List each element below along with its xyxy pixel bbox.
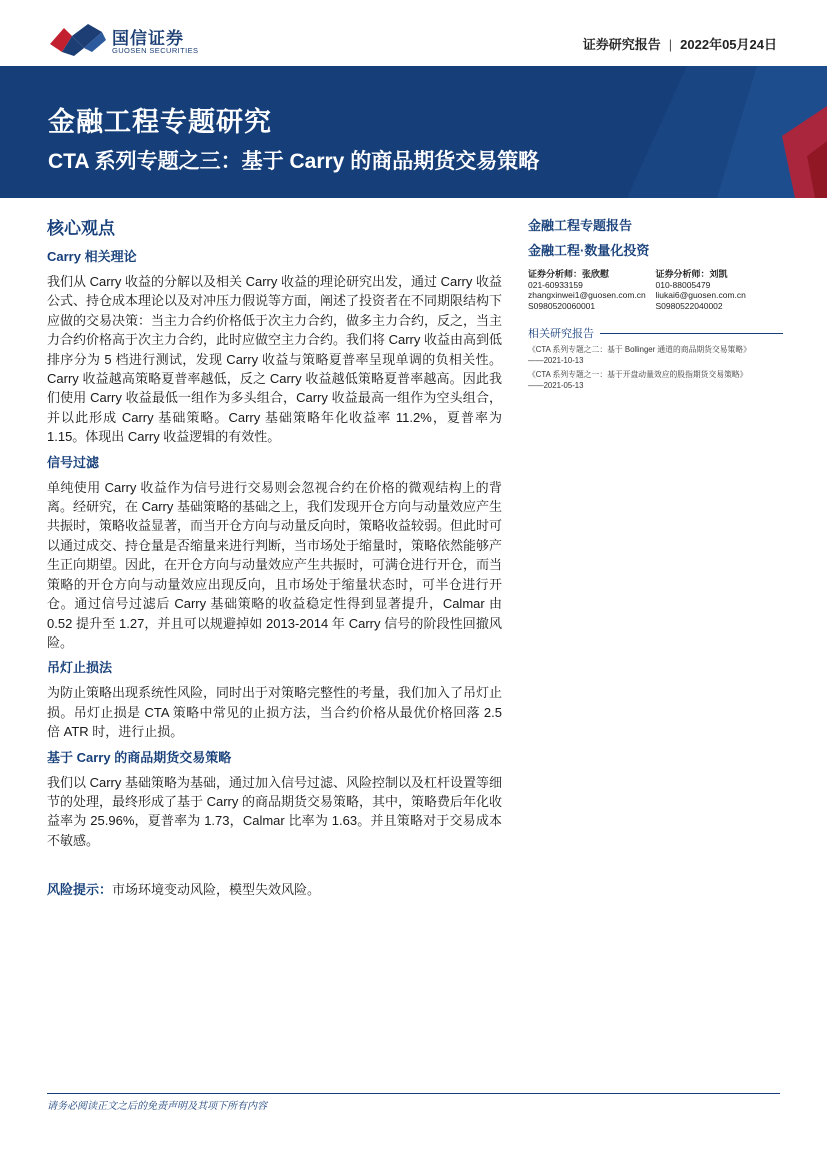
risk-text: 市场环境变动风险，模型失效风险。 [112, 882, 321, 898]
series-title: 金融工程专题研究 [48, 107, 272, 137]
section-body-carry-theory: 我们从 Carry 收益的分解以及相关 Carry 收益的理论研究出发，通过 Carry 收益公式、持仓成本理论以及对冲压力假说等方面，阐述了投资者在不同期限结构下应做的交易决策：当主力合约价格低于次主力合约，做多主力合约，反之，当主力合约价格高于次主力合约，此时应做空主力合约。我们将 Carry 收益由高到低排序分为 5 档进行测试，发现 Carry 收益与策略夏普率呈现单调的负相关性。Carry 收益越高策略夏普率越低，反之 Carry 收益越低策略夏普率越高。因此我们使用 Carry 收益最低一组作为多头组合，Carry 收益最高一组作为空头组合，并以此形成 Carry 基础策略。Carry 基础策略年化收益率 11.2%，夏普率为 1.15。体现出 Carry 收益逻辑的有效性。 [47, 274, 503, 445]
report-date: 2022年05月24日 [680, 37, 777, 52]
section-heading-carry-strategy: 基于 Carry 的商品期货交易策略 [47, 749, 232, 765]
analyst-phone: 021-60933159 [528, 279, 583, 290]
analyst-list [528, 269, 783, 311]
footer-disclaimer: 请务必阅读正文之后的免责声明及其项下所有内容 [47, 1101, 267, 1112]
report-subcategory: 金融工程·数量化投资 [528, 243, 650, 258]
report-title: CTA 系列专题之三：基于 Carry 的商品期货交易策略 [48, 150, 540, 173]
related-report-link[interactable]: 《CTA 系列专题之一：基于开盘动量效应的股指期货交易策略》 [528, 370, 748, 380]
related-divider [600, 333, 783, 334]
section-heading-carry-theory: Carry 相关理论 [47, 249, 137, 264]
footer-divider [47, 1093, 780, 1094]
report-meta [583, 34, 777, 53]
risk-label: 风险提示： [47, 882, 113, 898]
title-banner [0, 66, 827, 198]
related-reports-heading [528, 325, 783, 341]
analyst-license: S0980522040002 [655, 300, 723, 311]
brand-logo [50, 22, 199, 58]
report-type: 证券研究报告 [582, 37, 661, 52]
sidebar [528, 217, 783, 391]
brand-logo-icon [50, 22, 108, 58]
brand-name-en: GUOSEN SECURITIES [112, 46, 199, 55]
section-body-signal-filter: 单纯使用 Carry 收益作为信号进行交易则会忽视合约在价格的微观结构上的背离。经研究，在 Carry 基础策略的基础之上，我们发现开仓方向与动量效应产生共振时，策略收益显著，而当开仓方向与动量反向时，策略收益较弱。但此时可以通过成交、持仓量是否缩量来进行判断，当市场处于缩量时，策略依然能够产生正向期望。因此，在开仓方向与动量效应产生共振时，可满仓进行开仓，而当策略的开仓方向与动量效应出现反向，且市场处于缩量状态时，可半仓进行开仓。通过信号过滤后 Carry 基础策略的收益稳定性得到显著提升，Calmar 由 0.52 提升至 1.27，并且可以规避掉如 2013-2014 年 Carry 信号的阶段性回撤风险。 [47, 479, 503, 650]
related-reports-title: 相关研究报告 [528, 328, 594, 341]
report-category: 金融工程专题报告 [528, 218, 633, 233]
banner-decoration [567, 66, 827, 198]
risk-warning [47, 880, 502, 899]
related-report-date: ——2021-05-13 [528, 381, 584, 391]
section-heading-signal-filter: 信号过滤 [47, 454, 100, 470]
key-points [47, 214, 502, 899]
section-heading-chandelier-stop: 吊灯止损法 [47, 660, 113, 676]
analyst-name: 证券分析师：张欣慰 [528, 269, 610, 279]
analyst-card [528, 269, 656, 311]
brand-name-cn: 国信证券 [112, 29, 184, 48]
related-report-link[interactable]: 《CTA 系列专题之二：基于 Bollinger 通道的商品期货交易策略》 [528, 345, 751, 355]
page-header [0, 0, 827, 66]
analyst-email[interactable]: liukai6@guosen.com.cn [655, 290, 746, 301]
related-report-date: ——2021-10-13 [528, 356, 584, 366]
section-body-chandelier-stop: 为防止策略出现系统性风险，同时出于对策略完整性的考量，我们加入了吊灯止损。吊灯止损是 CTA 策略中常见的止损方法，当合约价格从最优价格回落 2.5 倍 ATR 时，进行止损。 [47, 685, 503, 740]
analyst-name: 证券分析师：刘凯 [655, 269, 728, 279]
analyst-phone: 010-88005479 [655, 279, 711, 290]
analyst-license: S0980520060001 [528, 300, 596, 311]
analyst-card [656, 269, 784, 311]
meta-separator: | [668, 37, 673, 52]
section-body-carry-strategy: 我们以 Carry 基础策略为基础，通过加入信号过滤、风险控制以及杠杆设置等细节的处理，最终形成了基于 Carry 的商品期货交易策略，其中，策略费后年化收益率为 25.96%，夏普率为 1.73，Calmar 比率为 1.63。并且策略对于交易成本不敏感。 [47, 774, 503, 848]
analyst-email[interactable]: zhangxinwei1@guosen.com.cn [528, 290, 646, 301]
key-points-title: 核心观点 [47, 219, 115, 238]
